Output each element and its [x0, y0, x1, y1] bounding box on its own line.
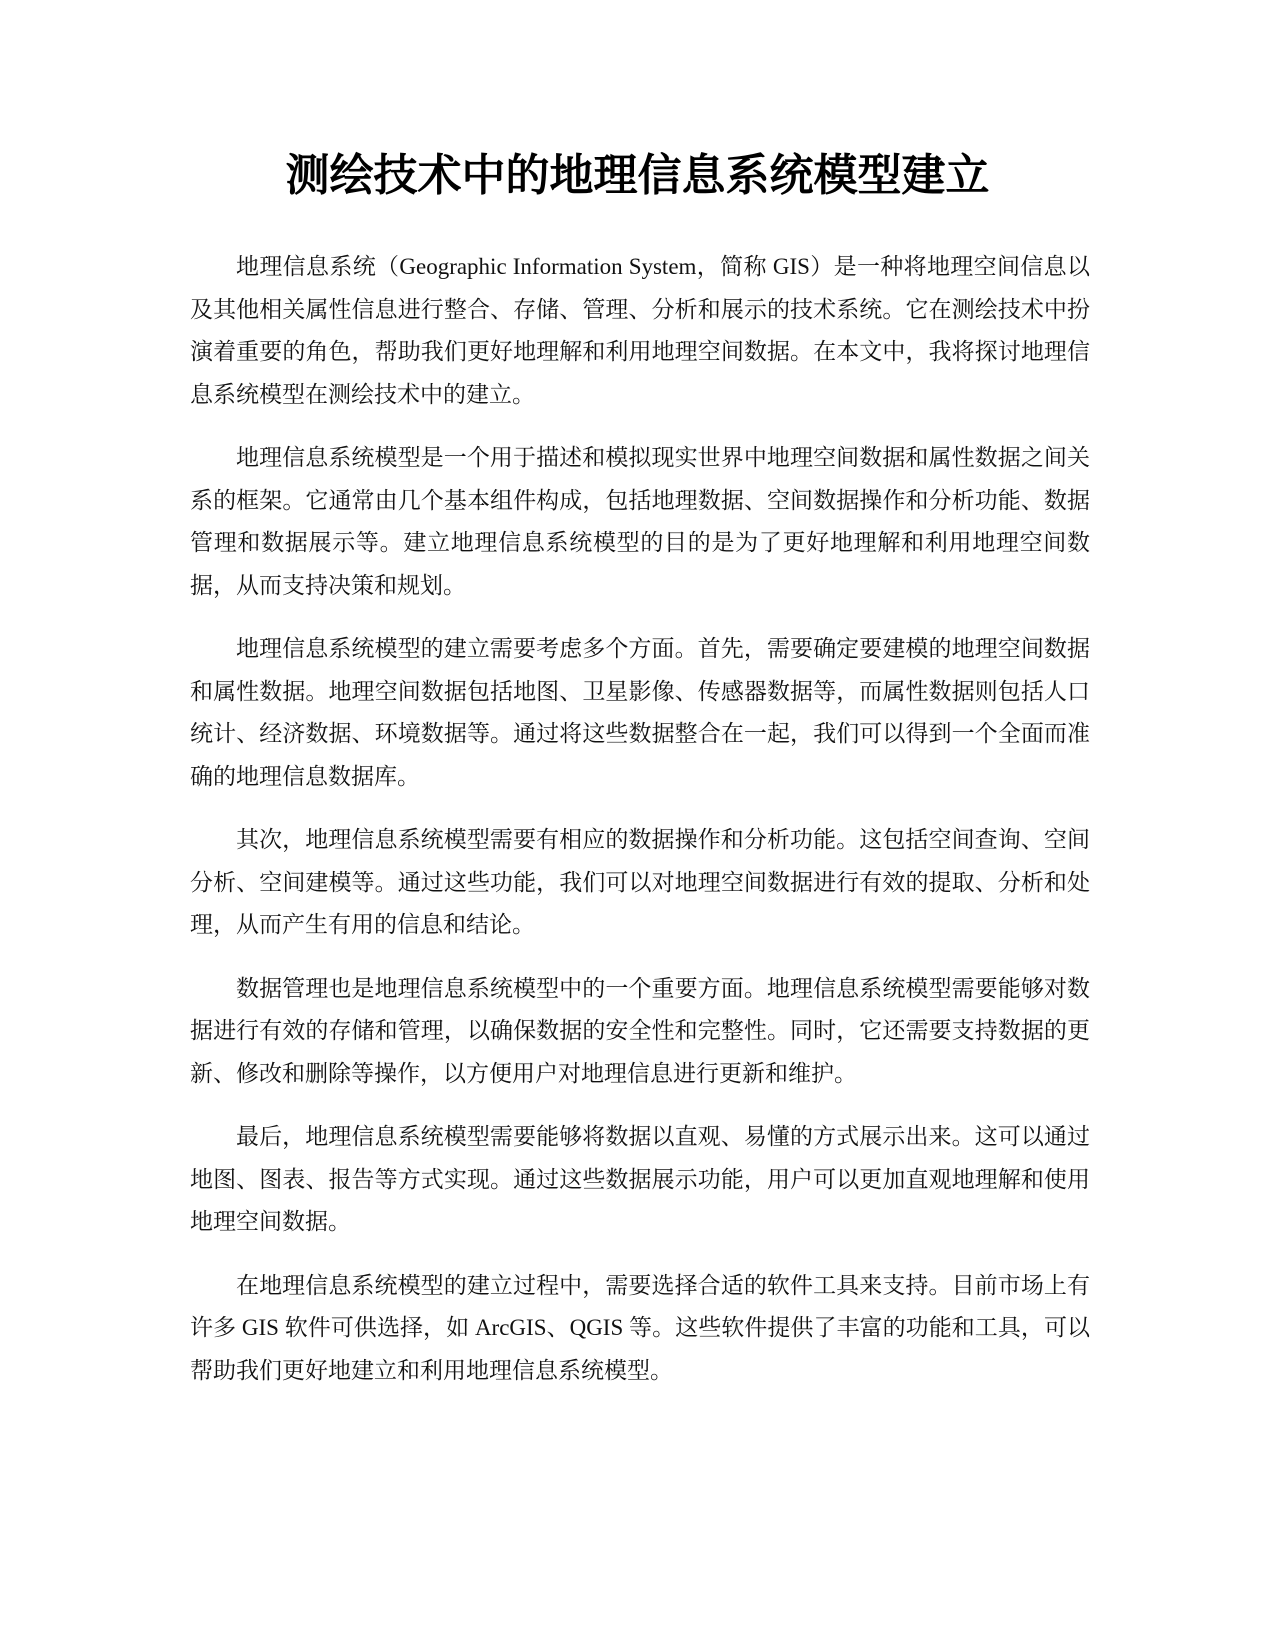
paragraph-6: 最后，地理信息系统模型需要能够将数据以直观、易懂的方式展示出来。这可以通过地图、图表、报告等方式实现。通过这些数据展示功能，用户可以更加直观地理解和使用地理空间数据。 — [190, 1124, 1090, 1234]
document-body — [190, 246, 1090, 1413]
paragraph-4: 其次，地理信息系统模型需要有相应的数据操作和分析功能。这包括空间查询、空间分析、空间建模等。通过这些功能，我们可以对地理空间数据进行有效的提取、分析和处理，从而产生有用的信息和结论。 — [190, 827, 1090, 937]
paragraph-5: 数据管理也是地理信息系统模型中的一个重要方面。地理信息系统模型需要能够对数据进行有效的存储和管理，以确保数据的安全性和完整性。同时，它还需要支持数据的更新、修改和删除等操作，以方便用户对地理信息进行更新和维护。 — [190, 975, 1090, 1086]
paragraph-7: 在地理信息系统模型的建立过程中，需要选择合适的软件工具来支持。目前市场上有许多 GIS 软件可供选择，如 ArcGIS、QGIS 等。这些软件提供了丰富的功能和工具，可以帮助我们更好地建立和利用地理信息系统模型。 — [190, 1272, 1090, 1383]
paragraph-1: 地理信息系统（Geographic Information System，简称 GIS）是一种将地理空间信息以及其他相关属性信息进行整合、存储、管理、分析和展示的技术系统。它在测绘技术中扮演着重要的角色，帮助我们更好地理解和利用地理空间数据。在本文中，我将探讨地理信息系统模型在测绘技术中的建立。 — [190, 254, 1090, 407]
document-title: 测绘技术中的地理信息系统模型建立 — [285, 150, 990, 201]
paragraph-2: 地理信息系统模型是一个用于描述和模拟现实世界中地理空间数据和属性数据之间关系的框架。它通常由几个基本组件构成，包括地理数据、空间数据操作和分析功能、数据管理和数据展示等。建立地理信息系统模型的目的是为了更好地理解和利用地理空间数据，从而支持决策和规划。 — [190, 445, 1090, 598]
paragraph-3: 地理信息系统模型的建立需要考虑多个方面。首先，需要确定要建模的地理空间数据和属性数据。地理空间数据包括地图、卫星影像、传感器数据等，而属性数据则包括人口统计、经济数据、环境数据等。通过将这些数据整合在一起，我们可以得到一个全面而准确的地理信息数据库。 — [190, 636, 1090, 789]
